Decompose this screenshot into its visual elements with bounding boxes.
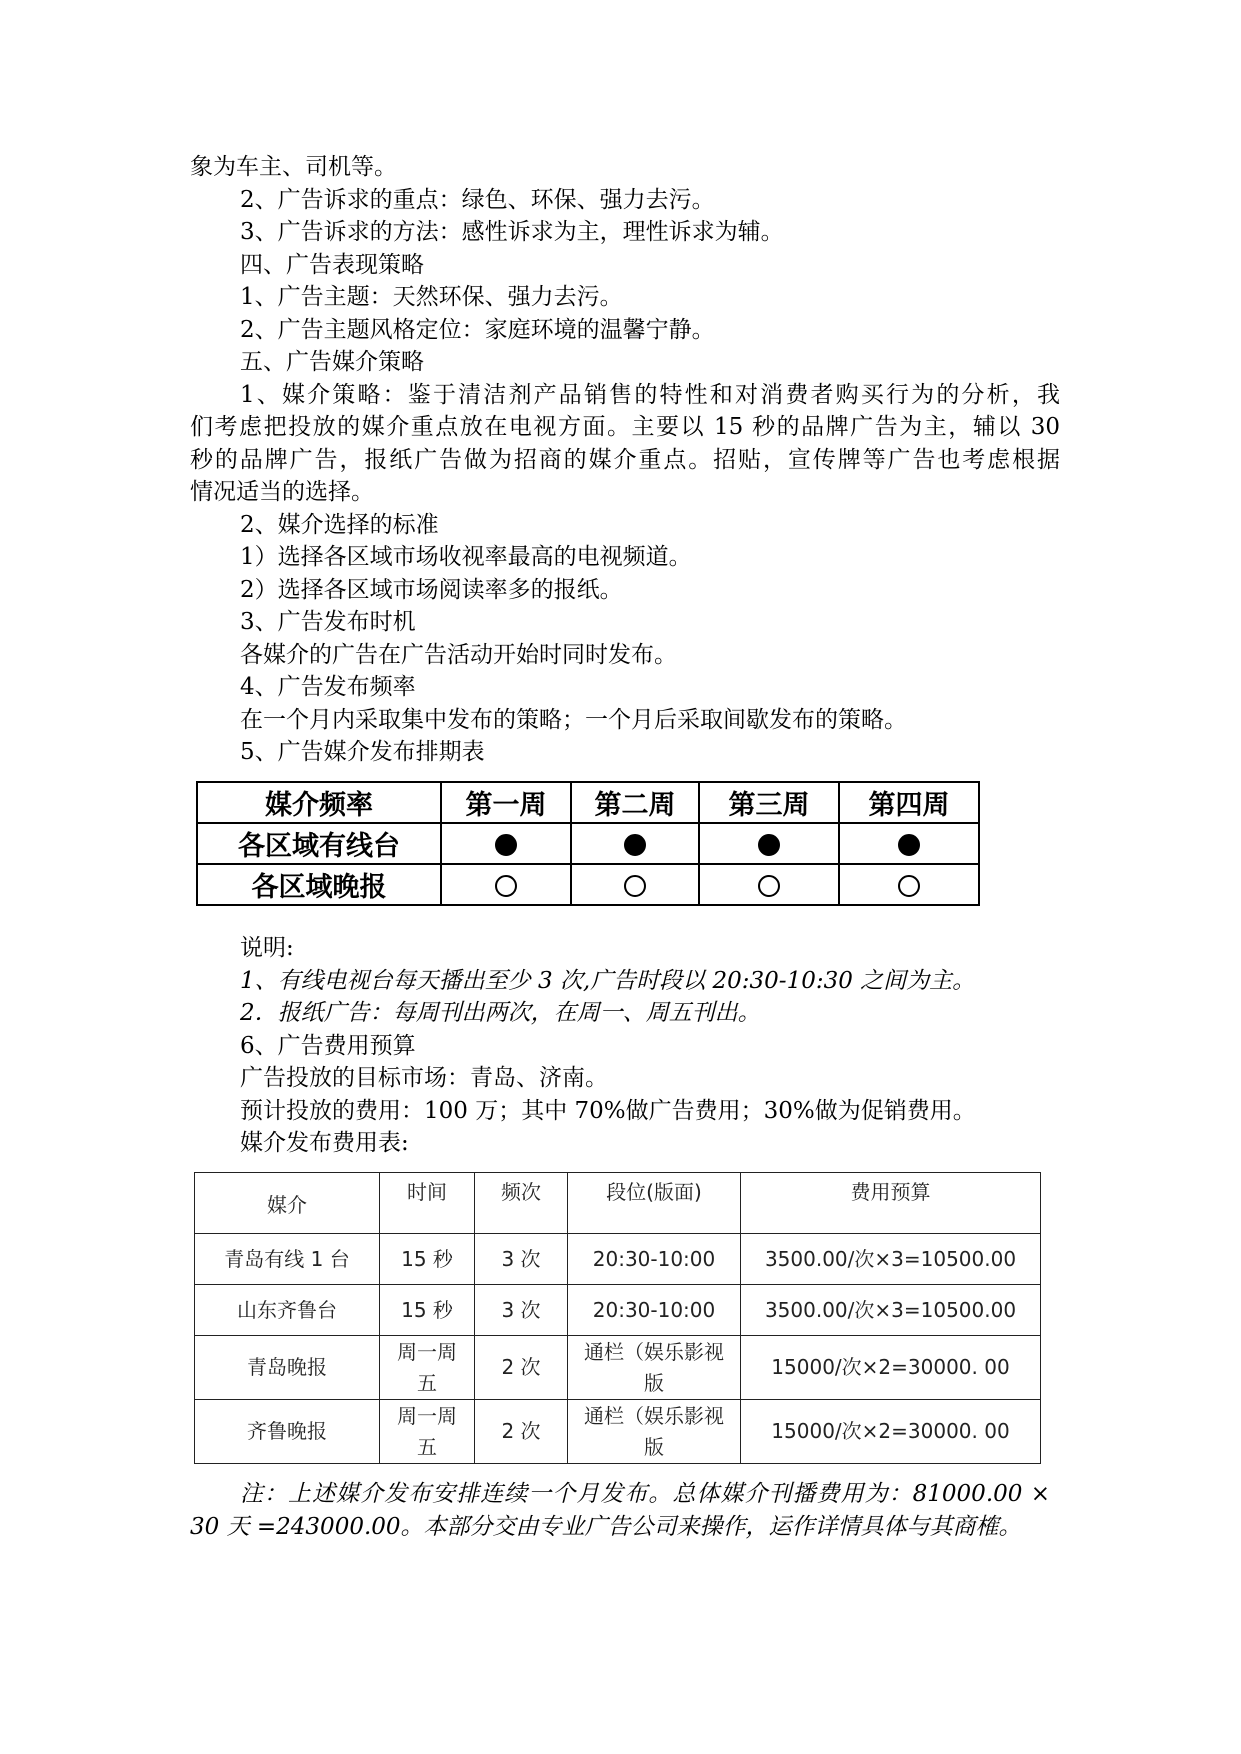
table-cell: 15 秒 <box>380 1285 475 1336</box>
table-cell: 周一周五 <box>380 1336 475 1400</box>
filled-circle-icon <box>758 834 780 856</box>
table-cell: 齐鲁晚报 <box>195 1400 380 1464</box>
filled-circle-icon <box>495 834 517 856</box>
cost-table <box>194 1172 1041 1464</box>
paragraph: 预计投放的费用：100 万；其中 70%做广告费用；30%做为促销费用。 <box>240 1097 976 1124</box>
paragraph: 们考虑把投放的媒介重点放在电视方面。主要以 15 秒的品牌广告为主，辅以 30 <box>190 414 1060 440</box>
table-row <box>197 823 979 864</box>
paragraph: 广告投放的目标市场：青岛、济南。 <box>240 1065 608 1091</box>
paragraph: 2）选择各区域市场阅读率多的报纸。 <box>240 576 623 603</box>
table-cell: 青岛晚报 <box>195 1336 380 1400</box>
table-cell: 3500.00/次×3=10500.00 <box>741 1285 1041 1336</box>
paragraph: 5、广告媒介发布排期表 <box>240 739 485 765</box>
header-cell: 频次 <box>475 1173 568 1234</box>
table-row <box>195 1336 1041 1400</box>
table-cell: 3500.00/次×3=10500.00 <box>741 1234 1041 1285</box>
media-cell: 各区域有线台 <box>197 823 441 864</box>
paragraph: 各媒介的广告在广告活动开始时同时发布。 <box>240 641 677 668</box>
media-cell: 各区域晚报 <box>197 864 441 905</box>
header-cell: 第三周 <box>699 782 839 823</box>
paragraph: 说明: <box>240 935 294 961</box>
hollow-circle-icon <box>758 875 780 897</box>
header-cell: 第二周 <box>571 782 699 823</box>
table-cell: 青岛有线 1 台 <box>195 1234 380 1285</box>
table-row <box>195 1234 1041 1285</box>
table-cell: 3 次 <box>475 1285 568 1336</box>
header-cell: 第一周 <box>441 782 571 823</box>
schedule-table <box>196 781 980 906</box>
header-cell: 费用预算 <box>741 1173 1041 1234</box>
table-cell: 通栏（娱乐影视版 <box>568 1400 741 1464</box>
table-header-row <box>195 1173 1041 1234</box>
header-cell: 第四周 <box>839 782 979 823</box>
paragraph: 2、广告诉求的重点：绿色、环保、强力去污。 <box>240 186 715 213</box>
paragraph: 在一个月内采取集中发布的策略；一个月后采取间歇发布的策略。 <box>240 706 907 733</box>
table-cell: 周一周五 <box>380 1400 475 1464</box>
header-cell: 媒介 <box>195 1173 380 1234</box>
paragraph: 情况适当的选择。 <box>190 479 374 505</box>
table-cell: 3 次 <box>475 1234 568 1285</box>
table-cell: 15 秒 <box>380 1234 475 1285</box>
paragraph: 1、有线电视台每天播出至少 3 次,广告时段以 20:30-10:30 之间为主。 <box>240 967 976 994</box>
section-heading: 五、广告媒介策略 <box>240 349 424 375</box>
section-heading: 四、广告表现策略 <box>240 251 424 278</box>
paragraph: 4、广告发布频率 <box>240 674 416 700</box>
paragraph: 1）选择各区域市场收视率最高的电视频道。 <box>240 544 692 570</box>
filled-circle-icon <box>624 834 646 856</box>
table-row <box>197 864 979 905</box>
hollow-circle-icon <box>898 875 920 897</box>
table-cell: 通栏（娱乐影视版 <box>568 1336 741 1400</box>
table-row <box>195 1400 1041 1464</box>
paragraph: 秒的品牌广告，报纸广告做为招商的媒介重点。招贴，宣传牌等广告也考虑根据 <box>190 446 1060 473</box>
filled-circle-icon <box>898 834 920 856</box>
table-row <box>195 1285 1041 1336</box>
table-cell: 2 次 <box>475 1400 568 1464</box>
header-cell: 段位(版面) <box>568 1173 741 1234</box>
footnote <box>190 1478 1050 1544</box>
table-header-row <box>197 782 979 823</box>
paragraph: 1、媒介策略：鉴于清洁剂产品销售的特性和对消费者购买行为的分析，我 <box>240 381 1060 408</box>
paragraph: 2、广告主题风格定位：家庭环境的温馨宁静。 <box>240 316 715 343</box>
hollow-circle-icon <box>624 875 646 897</box>
body-text-2 <box>190 932 1060 1160</box>
footnote-line: 注：上述媒介发布安排连续一个月发布。总体媒介刊播费用为：81000.00 × <box>240 1481 1050 1507</box>
table-cell: 山东齐鲁台 <box>195 1285 380 1336</box>
table-cell: 15000/次×2=30000. 00 <box>741 1400 1041 1464</box>
section-heading: 6、广告费用预算 <box>240 1032 416 1059</box>
paragraph: 1、广告主题：天然环保、强力去污。 <box>240 284 623 310</box>
table-cell: 20:30-10:00 <box>568 1234 741 1285</box>
header-cell: 时间 <box>380 1173 475 1234</box>
paragraph: 媒介发布费用表: <box>240 1130 409 1156</box>
header-cell: 媒介频率 <box>197 782 441 823</box>
paragraph: 3、广告发布时机 <box>240 609 416 635</box>
paragraph: 2、媒介选择的标准 <box>240 511 439 538</box>
hollow-circle-icon <box>495 875 517 897</box>
footnote-line: 30 天 =243000.00。本部分交由专业广告公司来操作，运作详情具体与其商榷。 <box>190 1514 1022 1540</box>
table-cell: 2 次 <box>475 1336 568 1400</box>
paragraph: 象为车主、司机等。 <box>190 154 397 180</box>
paragraph: 3、广告诉求的方法：感性诉求为主，理性诉求为辅。 <box>240 219 784 245</box>
table-cell: 15000/次×2=30000. 00 <box>741 1336 1041 1400</box>
body-text <box>190 151 1060 769</box>
table-cell: 20:30-10:00 <box>568 1285 741 1336</box>
paragraph: 2．报纸广告：每周刊出两次，在周一、周五刊出。 <box>240 1000 761 1026</box>
